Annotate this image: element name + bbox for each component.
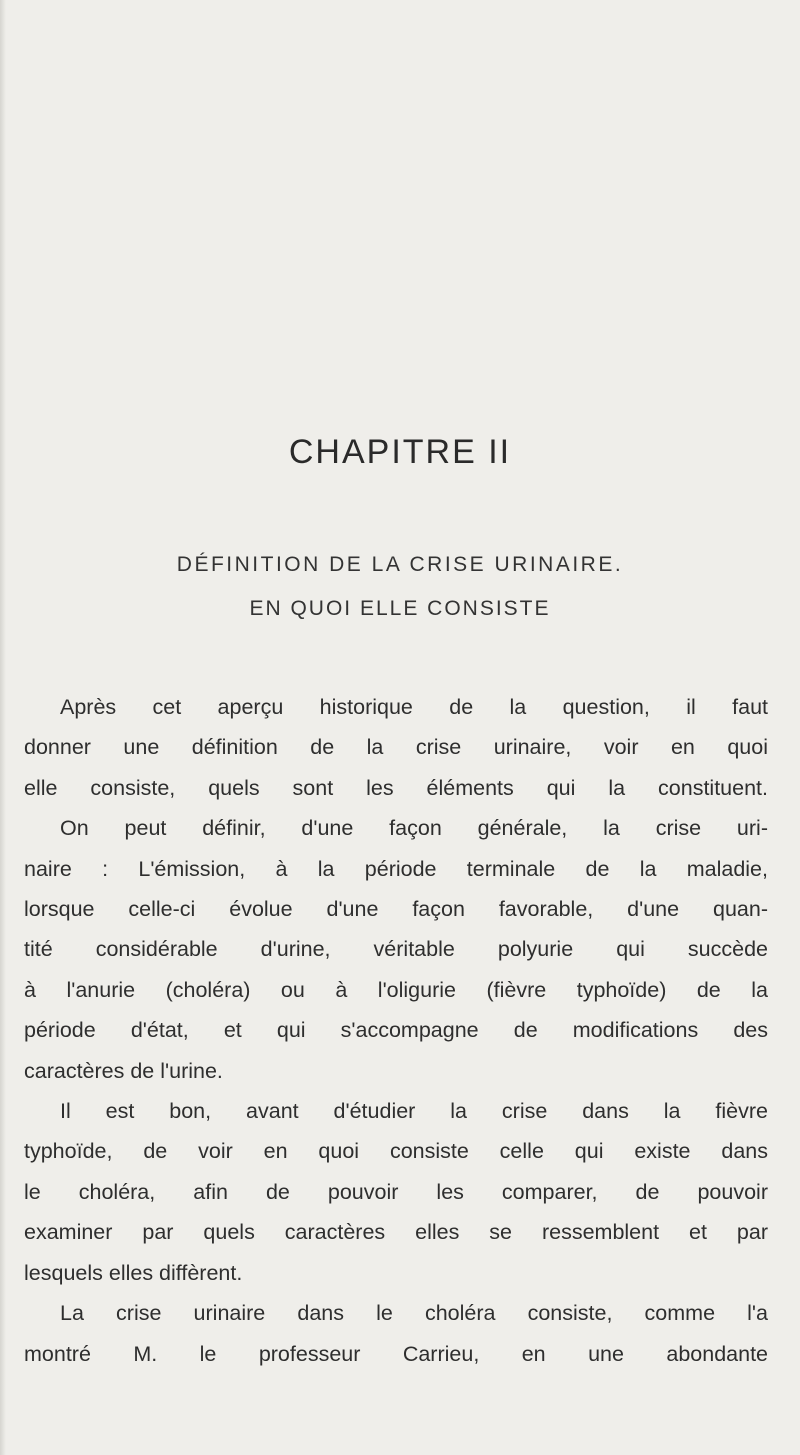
text-line: donner une définition de la crise urinaire, voir en quoi: [24, 735, 768, 760]
text-line: La crise urinaire dans le choléra consiste, comme l'a: [60, 1301, 768, 1326]
body-text: [24, 687, 768, 1374]
text-line: période d'état, et qui s'accompagne de modifications des: [24, 1018, 768, 1043]
text-line: à l'anurie (choléra) ou à l'oligurie (fièvre typhoïde) de la: [24, 977, 768, 1002]
text-line: elle consiste, quels sont les éléments qui la constituent.: [24, 775, 768, 800]
text-line: On peut définir, d'une façon générale, la crise uri-: [60, 816, 768, 841]
text-line: montré M. le professeur Carrieu, en une abondante: [24, 1341, 768, 1366]
section-title-line-2: EN QUOI ELLE CONSISTE: [249, 597, 551, 620]
text-line: tité considérable d'urine, véritable polyurie qui succède: [24, 937, 768, 962]
page-edge: [0, 0, 6, 1455]
text-line: typhoïde, de voir en quoi consiste celle qui existe dans: [24, 1139, 768, 1164]
text-line: lorsque celle-ci évolue d'une façon favorable, d'une quan-: [24, 897, 768, 922]
text-line: Il est bon, avant d'étudier la crise dans la fièvre: [60, 1099, 768, 1124]
text-line: lesquels elles diffèrent.: [24, 1260, 243, 1285]
chapter-heading: CHAPITRE II: [288, 433, 512, 471]
text-line: caractères de l'urine.: [24, 1058, 223, 1083]
text-line: le choléra, afin de pouvoir les comparer, de pouvoir: [24, 1179, 768, 1204]
text-line: naire : L'émission, à la période terminale de la maladie,: [24, 856, 768, 881]
text-line: examiner par quels caractères elles se ressemblent et par: [24, 1220, 768, 1245]
section-title-line-1: DÉFINITION DE LA CRISE URINAIRE.: [176, 553, 624, 576]
text-line: Après cet aperçu historique de la question, il faut: [60, 695, 768, 719]
